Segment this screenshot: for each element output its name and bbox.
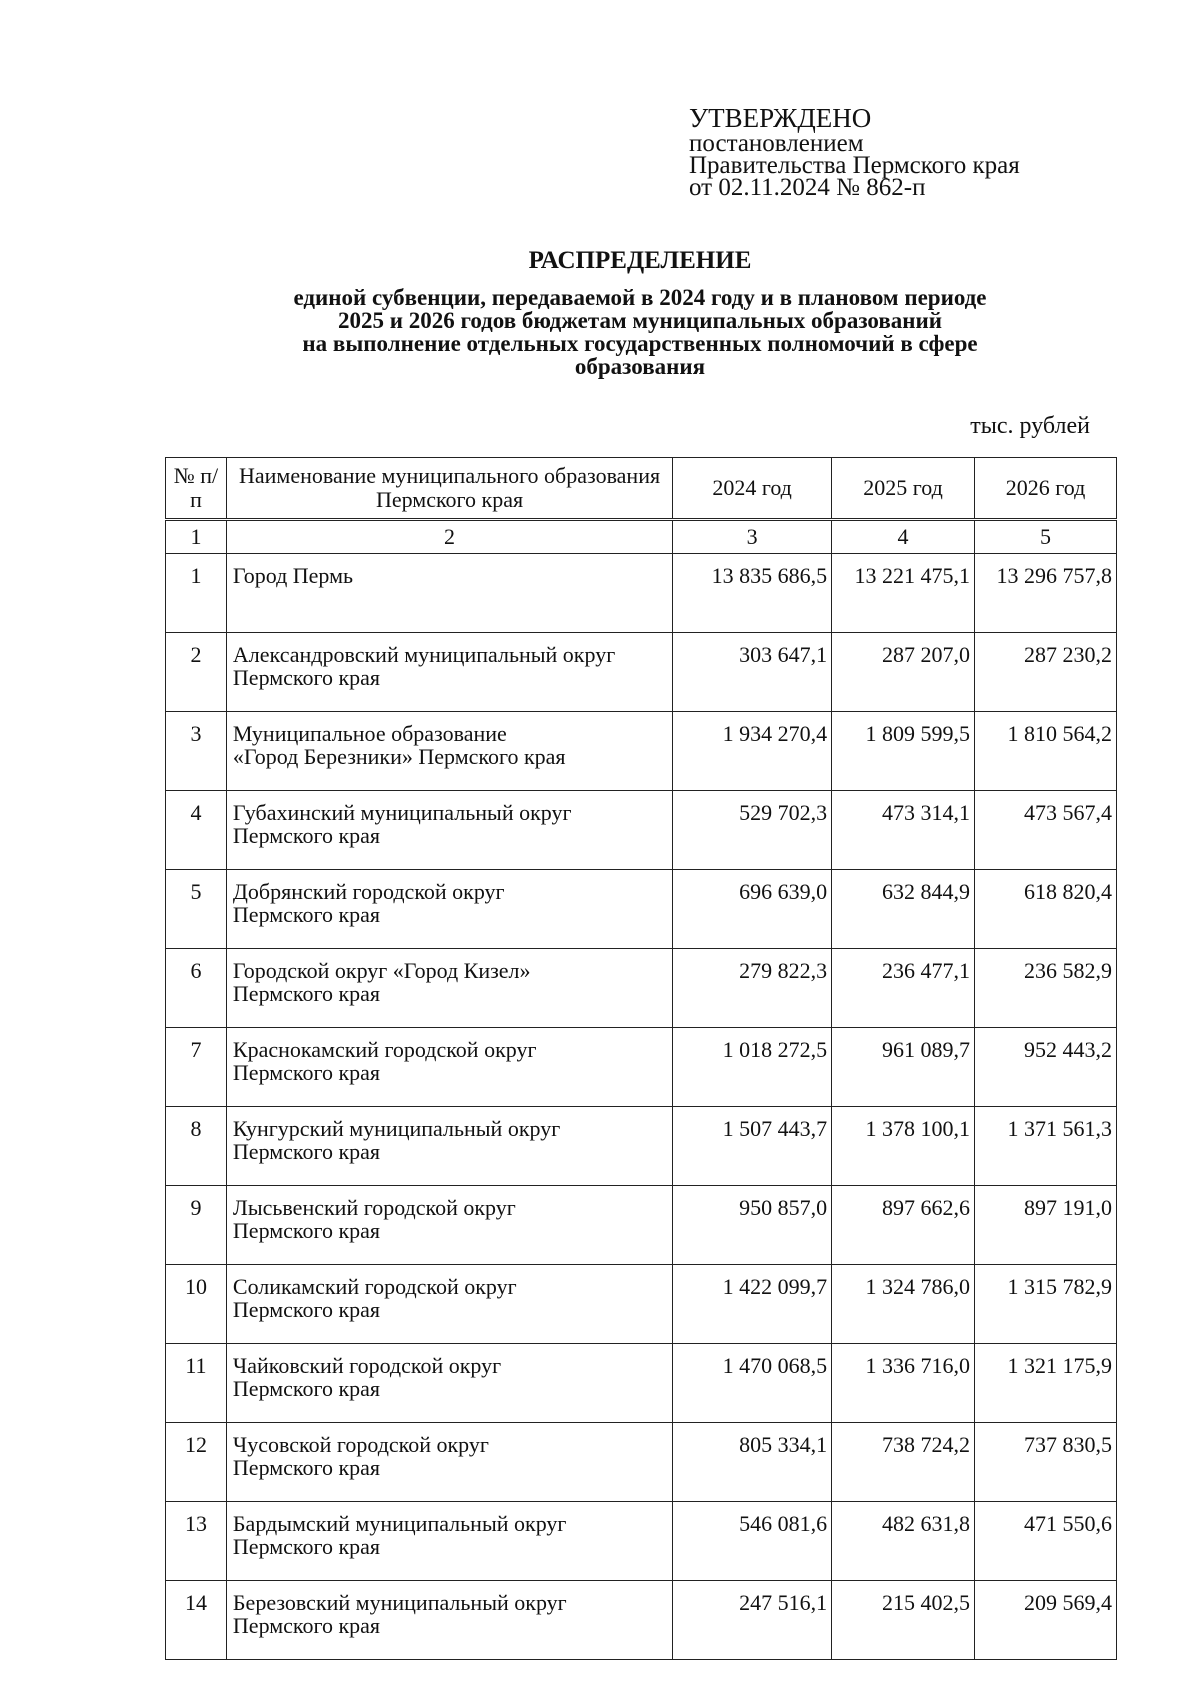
subtitle-line-2: 2025 и 2026 годов бюджетам муниципальных образований [337, 308, 943, 333]
municipality-name-line-1: Губахинский муниципальный округ [232, 800, 572, 825]
value-2025: 1 378 100,1 [832, 1107, 975, 1186]
value-2024: 529 702,3 [673, 791, 832, 870]
municipality-name-line-1: Чайковский городской округ [232, 1353, 502, 1378]
column-number: 1 [166, 520, 227, 554]
value-2024: 546 081,6 [673, 1502, 832, 1581]
table-row [166, 1502, 1117, 1581]
row-number: 6 [166, 949, 227, 1028]
municipality-name [226, 791, 672, 870]
value-2026: 13 296 757,8 [975, 554, 1117, 633]
table-row [166, 633, 1117, 712]
municipality-name-line-2: Пермского края [232, 1613, 381, 1638]
municipality-name-line-2: Пермского края [232, 1376, 381, 1401]
value-2024: 247 516,1 [673, 1581, 832, 1660]
municipality-name-line-2: Пермского края [232, 981, 381, 1006]
value-2025: 287 207,0 [832, 633, 975, 712]
municipality-name-line-1: Березовский муниципальный округ [232, 1590, 567, 1615]
value-2024: 950 857,0 [673, 1186, 832, 1265]
value-2025: 1 324 786,0 [832, 1265, 975, 1344]
row-number: 1 [166, 554, 227, 633]
municipality-name [226, 1265, 672, 1344]
table-row [166, 1107, 1117, 1186]
municipality-name-line-1: Бардымский муниципальный округ [232, 1511, 567, 1536]
municipality-name [226, 1344, 672, 1423]
row-number: 11 [166, 1344, 227, 1423]
municipality-name-line-1: Городской округ «Город Кизел» [232, 958, 531, 983]
header-no: № п/п [166, 458, 227, 520]
value-2026: 471 550,6 [975, 1502, 1117, 1581]
row-number: 12 [166, 1423, 227, 1502]
value-2024: 279 822,3 [673, 949, 832, 1028]
municipality-name-line-1: Соликамский городской округ [232, 1274, 517, 1299]
row-number: 5 [166, 870, 227, 949]
value-2025: 215 402,5 [832, 1581, 975, 1660]
approval-line-2: Правительства Пермского края [689, 152, 1020, 179]
table-row [166, 554, 1117, 633]
approval-stamp [689, 103, 1020, 199]
document-title [160, 246, 1120, 378]
value-2025: 1 336 716,0 [832, 1344, 975, 1423]
municipality-name [226, 1186, 672, 1265]
value-2025: 236 477,1 [832, 949, 975, 1028]
value-2026: 952 443,2 [975, 1028, 1117, 1107]
municipality-name [226, 1423, 672, 1502]
column-number: 4 [832, 520, 975, 554]
municipality-name-line-1: Лысьвенский городской округ [232, 1195, 516, 1220]
value-2026: 209 569,4 [975, 1581, 1117, 1660]
municipality-name-line-2: Пермского края [232, 1297, 381, 1322]
municipality-name [226, 712, 672, 791]
value-2025: 632 844,9 [832, 870, 975, 949]
value-2025: 897 662,6 [832, 1186, 975, 1265]
value-2026: 1 315 782,9 [975, 1265, 1117, 1344]
title-subtitle [160, 286, 1120, 378]
title-main: РАСПРЕДЕЛЕНИЕ [528, 247, 752, 274]
municipality-name-line-1: Муниципальное образование [232, 721, 507, 746]
table-row [166, 1344, 1117, 1423]
municipality-name [226, 1581, 672, 1660]
value-2026: 618 820,4 [975, 870, 1117, 949]
municipality-name-line-2: Пермского края [232, 1455, 381, 1480]
row-number: 7 [166, 1028, 227, 1107]
row-number: 8 [166, 1107, 227, 1186]
distribution-table [165, 457, 1117, 1660]
municipality-name-line-1: Добрянский городской округ [232, 879, 505, 904]
column-number: 5 [975, 520, 1117, 554]
table-row [166, 1265, 1117, 1344]
value-2025: 482 631,8 [832, 1502, 975, 1581]
municipality-name-line-2: Пермского края [232, 823, 381, 848]
column-number: 2 [226, 520, 672, 554]
subtitle-line-3: на выполнение отдельных государственных полномочий в сфере [302, 331, 978, 356]
table-row [166, 1186, 1117, 1265]
subtitle-line-4: образования [574, 354, 706, 379]
municipality-name [226, 1502, 672, 1581]
value-2025: 738 724,2 [832, 1423, 975, 1502]
value-2026: 287 230,2 [975, 633, 1117, 712]
municipality-name-line-2: Пермского края [232, 1534, 381, 1559]
value-2026: 897 191,0 [975, 1186, 1117, 1265]
table-row [166, 791, 1117, 870]
column-number-row [166, 520, 1117, 554]
municipality-name [226, 870, 672, 949]
header-2025: 2025 год [832, 458, 975, 520]
table-row [166, 870, 1117, 949]
value-2024: 1 018 272,5 [673, 1028, 832, 1107]
value-2026: 1 810 564,2 [975, 712, 1117, 791]
municipality-name-line-2: Пермского края [232, 1218, 381, 1243]
municipality-name-line-2: Пермского края [232, 1139, 381, 1164]
municipality-name-line-2: Пермского края [232, 665, 381, 690]
value-2026: 473 567,4 [975, 791, 1117, 870]
approval-line-1: постановлением [689, 130, 864, 157]
value-2024: 303 647,1 [673, 633, 832, 712]
row-number: 4 [166, 791, 227, 870]
header-2024: 2024 год [673, 458, 832, 520]
header-2026: 2026 год [975, 458, 1117, 520]
table-row [166, 1028, 1117, 1107]
municipality-name [226, 1028, 672, 1107]
table-row [166, 712, 1117, 791]
unit-label: тыс. рублей [970, 413, 1090, 439]
approval-heading: УТВЕРЖДЕНО [689, 103, 872, 133]
value-2024: 805 334,1 [673, 1423, 832, 1502]
municipality-name [226, 949, 672, 1028]
municipality-name [226, 633, 672, 712]
table-row [166, 1581, 1117, 1660]
value-2025: 13 221 475,1 [832, 554, 975, 633]
table-row [166, 949, 1117, 1028]
value-2024: 13 835 686,5 [673, 554, 832, 633]
row-number: 13 [166, 1502, 227, 1581]
row-number: 3 [166, 712, 227, 791]
value-2026: 1 371 561,3 [975, 1107, 1117, 1186]
value-2024: 1 507 443,7 [673, 1107, 832, 1186]
municipality-name-line-1: Александровский муниципальный округ [232, 642, 616, 667]
approval-line-3: от 02.11.2024 № 862-п [689, 174, 926, 201]
value-2024: 1 422 099,7 [673, 1265, 832, 1344]
table-row [166, 1423, 1117, 1502]
value-2025: 473 314,1 [832, 791, 975, 870]
row-number: 9 [166, 1186, 227, 1265]
column-number: 3 [673, 520, 832, 554]
municipality-name [226, 554, 672, 633]
municipality-name-line-1: Краснокамский городской округ [232, 1037, 537, 1062]
value-2026: 737 830,5 [975, 1423, 1117, 1502]
municipality-name-line-2: Пермского края [232, 1060, 381, 1085]
value-2025: 961 089,7 [832, 1028, 975, 1107]
value-2026: 236 582,9 [975, 949, 1117, 1028]
municipality-name-line-1: Город Пермь [232, 563, 354, 588]
municipality-name-line-2: Пермского края [232, 902, 381, 927]
row-number: 14 [166, 1581, 227, 1660]
value-2024: 1 470 068,5 [673, 1344, 832, 1423]
municipality-name-line-1: Чусовской городской округ [232, 1432, 489, 1457]
header-row [166, 458, 1117, 520]
value-2026: 1 321 175,9 [975, 1344, 1117, 1423]
row-number: 2 [166, 633, 227, 712]
row-number: 10 [166, 1265, 227, 1344]
value-2024: 1 934 270,4 [673, 712, 832, 791]
subtitle-line-1: единой субвенции, передаваемой в 2024 году и в плановом периоде [293, 285, 987, 310]
header-name: Наименование муниципального образования Пермского края [226, 458, 672, 520]
value-2025: 1 809 599,5 [832, 712, 975, 791]
municipality-name-line-1: Кунгурский муниципальный округ [232, 1116, 561, 1141]
value-2024: 696 639,0 [673, 870, 832, 949]
municipality-name-line-2: «Город Березники» Пермского края [232, 744, 566, 769]
municipality-name [226, 1107, 672, 1186]
